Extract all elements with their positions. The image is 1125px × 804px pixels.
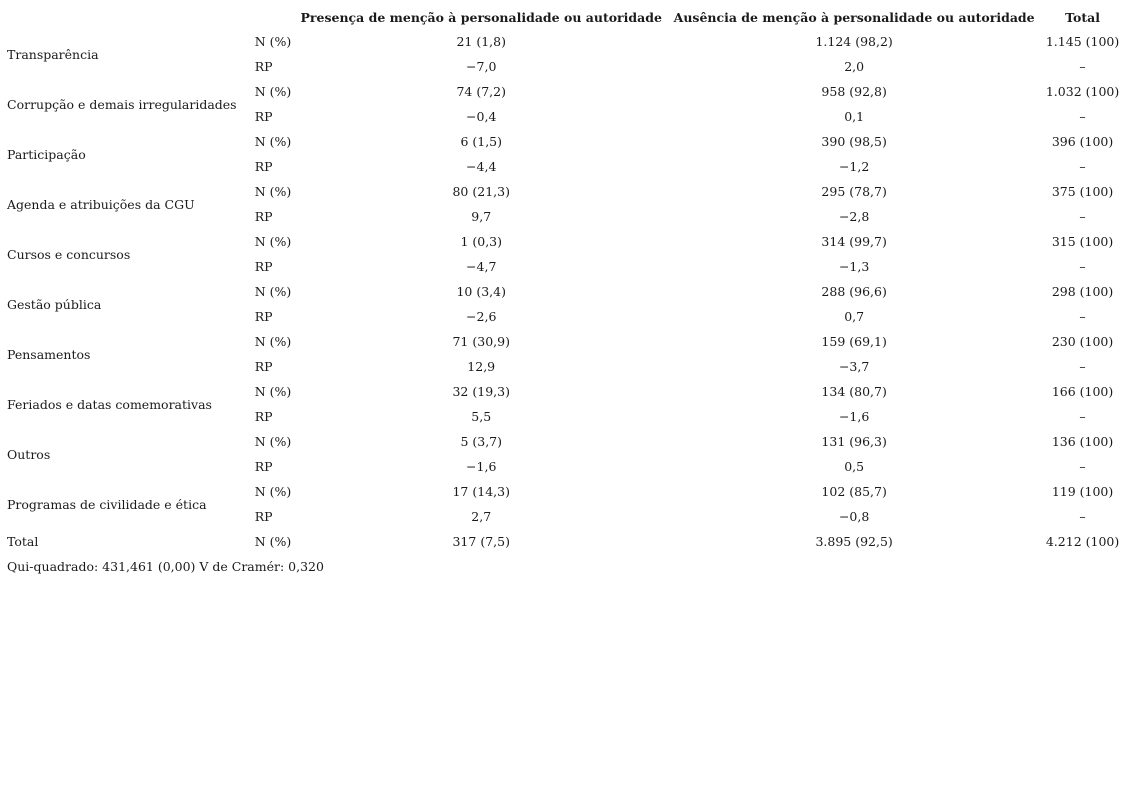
total-n-value: 1.032 (100) [1045,84,1120,99]
ausencia-rp-value: 2,0 [844,59,865,74]
total-rp-value: – [1079,159,1086,174]
total-rp-value: – [1079,309,1086,324]
total-n-value: 298 (100) [1051,284,1114,299]
presenca-n-value: 10 (3,4) [456,284,506,299]
total-ausencia-value: 3.895 (92,5) [815,534,893,549]
ausencia-rp-value: −2,8 [838,209,870,224]
metric-label-rp: RP [254,509,273,524]
metric-label-n: N (%) [254,284,292,299]
table-row-n [4,29,1125,54]
presenca-rp-value: 2,7 [471,509,492,524]
total-rp-value: – [1079,109,1086,124]
table-row-n [4,379,1125,404]
presenca-rp-value: 5,5 [471,409,492,424]
ausencia-rp-value: 0,5 [844,459,865,474]
total-n-value: 1.145 (100) [1045,34,1120,49]
presenca-n-value: 1 (0,3) [460,234,502,249]
table-row-n [4,229,1125,254]
header-total: Total [1065,9,1100,25]
ausencia-rp-value: −1,3 [838,259,870,274]
total-n-value: 396 (100) [1051,134,1114,149]
table-row-n [4,329,1125,354]
category-label: Feriados e datas comemorativas [7,396,212,412]
total-n-value: 166 (100) [1051,384,1114,399]
ausencia-n-value: 131 (96,3) [821,434,887,449]
presenca-n-value: 5 (3,7) [460,434,502,449]
presenca-rp-value: −1,6 [466,459,497,474]
metric-label-n: N (%) [254,84,292,99]
presenca-n-value: 74 (7,2) [456,84,506,99]
category-label: Corrupção e demais irregularidades [7,96,237,112]
total-presenca-value: 317 (7,5) [452,534,510,549]
metric-label-n: N (%) [254,184,292,199]
ausencia-n-value: 159 (69,1) [821,334,887,349]
table-header [4,5,1125,29]
metric-label-rp: RP [254,209,273,224]
ausencia-rp-value: −3,7 [838,359,870,374]
presenca-n-value: 80 (21,3) [452,184,510,199]
total-n-value: 315 (100) [1051,234,1114,249]
metric-label-n: N (%) [254,134,292,149]
ausencia-n-value: 295 (78,7) [821,184,887,199]
ausencia-rp-value: −0,8 [838,509,870,524]
total-rp-value: – [1079,259,1086,274]
header-row [4,5,1125,29]
total-n-value: 119 (100) [1051,484,1114,499]
table-row-n [4,129,1125,154]
table-row-n [4,279,1125,304]
ausencia-rp-value: −1,2 [838,159,870,174]
presenca-rp-value: −4,4 [466,159,497,174]
metric-label-rp: RP [254,159,273,174]
table-row-n [4,179,1125,204]
chi-square-footnote: Qui-quadrado: 431,461 (0,00) V de Cramér: 0,320 [7,559,324,574]
metric-label-rp: RP [254,259,273,274]
category-label: Outros [7,446,51,462]
category-label: Cursos e concursos [7,246,131,262]
ausencia-n-value: 134 (80,7) [821,384,887,399]
category-label: Gestão pública [7,296,102,312]
category-label: Transparência [7,46,99,62]
ausencia-rp-value: 0,7 [844,309,865,324]
metric-label-rp: RP [254,309,273,324]
ausencia-n-value: 390 (98,5) [821,134,887,149]
total-n-value: 230 (100) [1051,334,1114,349]
crosstab-table [4,5,1125,579]
total-row [4,529,1125,554]
metric-label-rp: RP [254,409,273,424]
metric-label-n: N (%) [254,384,292,399]
metric-label-rp: RP [254,359,273,374]
metric-label-rp: RP [254,59,273,74]
ausencia-rp-value: 0,1 [844,109,865,124]
ausencia-rp-value: −1,6 [838,409,870,424]
header-presenca: Presença de menção à personalidade ou autoridade [300,9,662,25]
total-rp-value: – [1079,409,1086,424]
metric-label-n: N (%) [254,234,292,249]
table-row-n [4,429,1125,454]
presenca-rp-value: 12,9 [467,359,496,374]
footnote-row [4,554,1125,579]
ausencia-n-value: 288 (96,6) [821,284,887,299]
metric-label-n: N (%) [254,334,292,349]
header-blank-category [4,5,252,29]
header-ausencia: Ausência de menção à personalidade ou autoridade [673,9,1035,25]
total-n-value: 136 (100) [1051,434,1114,449]
total-rp-value: – [1079,509,1086,524]
presenca-n-value: 6 (1,5) [460,134,502,149]
category-label: Participação [7,146,86,162]
presenca-n-value: 17 (14,3) [452,484,510,499]
total-rp-value: – [1079,359,1086,374]
total-rp-value: – [1079,209,1086,224]
header-blank-metric [252,5,295,29]
total-total-value: 4.212 (100) [1045,534,1120,549]
ausencia-n-value: 1.124 (98,2) [815,34,893,49]
total-rp-value: – [1079,459,1086,474]
total-n-value: 375 (100) [1051,184,1114,199]
metric-label-n: N (%) [254,434,292,449]
presenca-n-value: 32 (19,3) [452,384,510,399]
metric-label-n: N (%) [254,484,292,499]
presenca-rp-value: 9,7 [471,209,492,224]
total-metric-label: N (%) [254,534,292,549]
presenca-rp-value: −7,0 [466,59,497,74]
table-row-n [4,479,1125,504]
total-category: Total [7,534,39,549]
total-rp-value: – [1079,59,1086,74]
presenca-n-value: 71 (30,9) [452,334,510,349]
category-label: Pensamentos [7,346,91,362]
table-row-n [4,79,1125,104]
metric-label-rp: RP [254,109,273,124]
ausencia-n-value: 314 (99,7) [821,234,887,249]
category-label: Programas de civilidade e ética [7,496,207,512]
presenca-n-value: 21 (1,8) [456,34,506,49]
metric-label-n: N (%) [254,34,292,49]
ausencia-n-value: 102 (85,7) [821,484,887,499]
table-body [4,29,1125,579]
metric-label-rp: RP [254,459,273,474]
presenca-rp-value: −4,7 [466,259,497,274]
presenca-rp-value: −2,6 [466,309,497,324]
presenca-rp-value: −0,4 [466,109,497,124]
category-label: Agenda e atribuições da CGU [7,196,195,212]
ausencia-n-value: 958 (92,8) [821,84,887,99]
